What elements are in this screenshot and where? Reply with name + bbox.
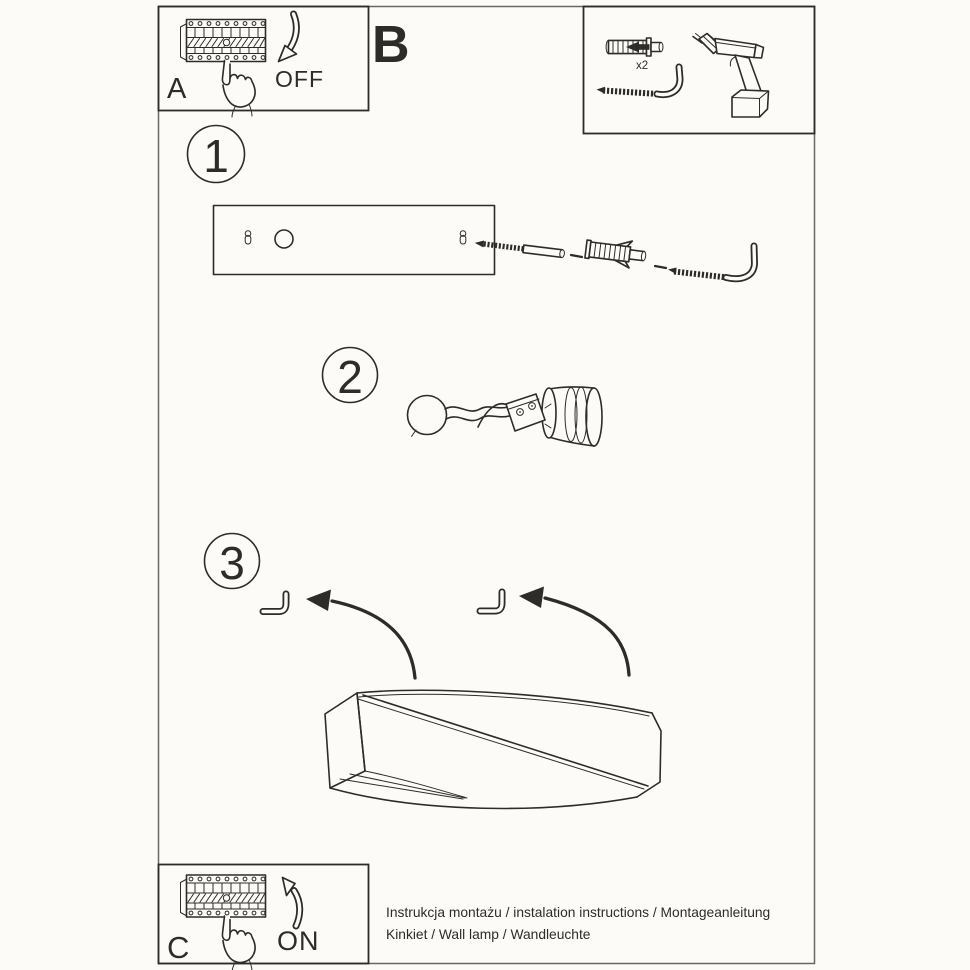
step-2-number: 2 <box>337 351 363 403</box>
cable-loop-icon <box>408 396 447 435</box>
step-3-number: 3 <box>219 537 245 589</box>
step-b-label: B <box>372 16 410 74</box>
step-a-state: OFF <box>275 66 324 92</box>
footer-line-1: Instrukcja montażu / instalation instructions / Montageanleitung <box>386 905 771 920</box>
on-arrow-icon <box>283 878 300 927</box>
tools-box <box>584 7 815 134</box>
step-c-state: ON <box>277 926 320 956</box>
wall-hook-icon <box>480 592 502 611</box>
cable-hole <box>275 230 293 248</box>
mounting-plate-icon <box>214 206 495 275</box>
footer <box>386 905 770 942</box>
page-frame <box>159 7 815 964</box>
step-1-number: 1 <box>203 130 229 182</box>
step-3 <box>205 534 662 809</box>
step-a-label: A <box>167 73 187 105</box>
tools-box-border <box>584 7 815 134</box>
screw-icon <box>474 239 565 258</box>
wall-hook-icon <box>263 594 286 612</box>
keyhole-icon <box>245 231 251 244</box>
off-arrow-icon <box>279 14 297 62</box>
dash-link <box>655 266 666 268</box>
drill-icon <box>693 34 769 118</box>
hardware-quantity: x2 <box>636 60 649 72</box>
expansion-plug-icon <box>584 236 647 270</box>
wall-lamp-body-icon <box>325 690 661 808</box>
panel-a-breaker-off <box>159 7 369 118</box>
wall-hook-icon <box>668 246 755 279</box>
footer-line-2: Kinkiet / Wall lamp / Wandleuchte <box>386 927 591 942</box>
wall-plug-icon <box>606 38 663 56</box>
lamp-socket-icon <box>408 387 603 446</box>
curved-arrow-icon <box>306 590 415 679</box>
step-1 <box>188 126 755 279</box>
step-2 <box>323 348 603 447</box>
curved-arrow-icon <box>519 587 629 676</box>
keyhole-icon <box>460 231 466 244</box>
step-c-label: C <box>167 930 190 965</box>
panel-c-breaker-on <box>159 865 369 970</box>
dash-link <box>571 255 582 257</box>
